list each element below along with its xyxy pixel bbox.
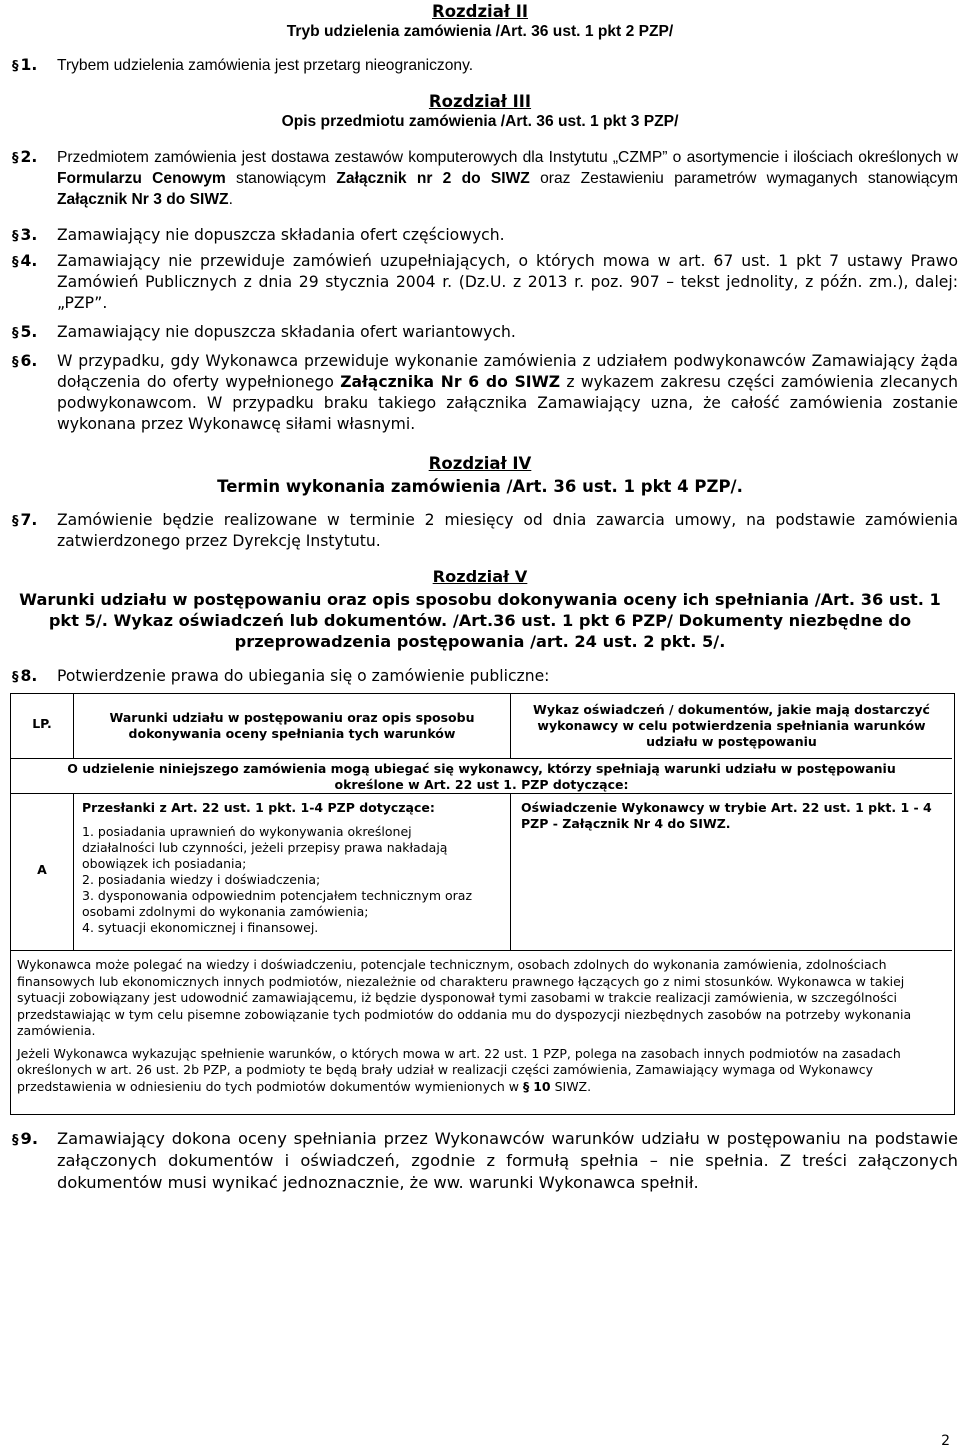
table-header-documents: Wykaz oświadczeń / dokumentów, jakie mają dostarczyć wykonawcy w celu potwierdzenia spełniania warunków udziału w postępowaniu — [510, 694, 952, 758]
table-header-lp: LP. — [32, 716, 52, 731]
chapter-5-header — [8, 566, 952, 652]
paragraph-text: Zamawiający nie dopuszcza składania ofert częściowych. — [57, 226, 505, 244]
row-a-label: A — [11, 793, 73, 950]
paragraph-text: Zamawiający dokona oceny spełniania przez Wykonawców warunków udziału w postępowaniu na podstawie załączonych dokumentów i oświadczeń, zgodnie z formułą spełnia – nie spełnia. Z treści załączonych dokumentów musi wynikać jednoznacznie, że ww. warunki Wykonawca spełnił. — [57, 1129, 958, 1192]
chapter-2-header — [0, 2, 960, 42]
note-paragraph: Wykonawca może polegać na wiedzy i doświadczeniu, potencjale technicznym, osobach zdolnych do wykonania zamówienia, zdolnościach finansowych lub ekonomicznych innych podmiotów, niezależnie od charakteru prawnego łączących go z nimi stosunków. Wykonawca w takiej sytuacji zobowiązany jest udowodnić zamawiającemu, iż będzie dysponował tymi zasobami w trakcie realizacji zamówienia, w szczególności przedstawiając w tym celu pisemne zobowiązanie tych podmiotów do oddania mu do dyspozycji niezbędnych zasobów na potrzeby wykonania zamówienia. — [17, 957, 912, 1038]
table-header-conditions: Warunki udziału w postępowaniu oraz opis sposobu dokonywania oceny spełniania tych warunków — [73, 694, 510, 758]
paragraph-6: § 6. W przypadku, gdy Wykonawca przewiduje wykonanie zamówienia z udziałem podwykonawców Zamawiający żąda dołączenia do oferty wypełnionego Załącznika Nr 6 do SIWZ z wykazem zakresu części zamówienia zlecanych podwykonawcom. W przypadku braku takiego załącznika Zamawiający uzna, że całość zamówienia zostanie wykonana przez Wykonawcę siłami własnymi. — [12, 352, 958, 433]
chapter-4-header — [0, 454, 960, 497]
row-a-documents: Oświadczenie Wykonawcy w trybie Art. 22 ust. 1 pkt. 1 - 4 PZP - Załącznik Nr 4 do SIWZ. — [510, 793, 952, 950]
chapter-title: Rozdział IV — [428, 454, 532, 473]
row-a-list-item: 1. posiadania uprawnień do wykonywania określonej działalności lub czynności, jeżeli przepisy prawa nakładają obowiązek ich posiadania; — [82, 824, 448, 871]
paragraph-text: Trybem udzielenia zamówienia jest przetarg nieograniczony. — [57, 57, 474, 74]
paragraph-8: § 8. Potwierdzenie prawa do ubiegania się o zamówienie publiczne: — [12, 666, 958, 687]
paragraph-2: § 2. Przedmiotem zamówienia jest dostawa zestawów komputerowych dla Instytutu „CZMP” o asortymencie i ilościach określonych w Formularzu Cenowym stanowiącym Załącznik nr 2 do SIWZ oraz Zestawieniu parametrów wymaganych stanowiącym Załącznik Nr 3 do SIWZ. — [12, 148, 959, 208]
note-paragraph: Jeżeli Wykonawca wykazując spełnienie warunków, o których mowa w art. 22 ust. 1 PZP, polega na zasobach innych podmiotów na zasadach określonych w art. 26 ust. 2b PZP, a podmioty te będą brały udział w realizacji części zamówienia, Zamawiający wymaga od Wykonawcy przedstawienia w odniesieniu do tych podmiotów dokumentów wymienionych w § 10 SIWZ. — [17, 1045, 901, 1094]
chapter-title: Rozdział II — [432, 2, 528, 21]
conditions-table — [10, 693, 955, 1115]
chapter-subtitle: Warunki udziału w postępowaniu oraz opis sposobu dokonywania oceny ich spełniania /Art. 36 ust. 1 pkt 5/. Wykaz oświadczeń lub dokumentów. /Art.36 ust. 1 pkt 6 PZP/ Dokumenty niezbędne do przeprowadzenia postępowania /art. 24 ust. 2 pkt. 5/. — [19, 590, 941, 651]
chapter-title: Rozdział III — [428, 92, 532, 111]
chapter-subtitle: Opis przedmiotu zamówienia /Art. 36 ust. 1 pkt 3 PZP/ — [281, 113, 679, 130]
row-a-conditions — [73, 793, 510, 950]
page-number: 2 — [941, 1433, 950, 1449]
table-span-row: O udzielenie niniejszego zamówienia mogą ubiegać się wykonawcy, którzy spełniają warunki udziału w postępowaniu określone w Art. 22 ust 1. PZP dotyczące: — [11, 758, 952, 793]
paragraph-3: § 3. Zamawiający nie dopuszcza składania ofert częściowych. — [12, 225, 958, 246]
paragraph-5: § 5. Zamawiający nie dopuszcza składania ofert wariantowych. — [12, 322, 958, 343]
row-a-list-item: 4. sytuacji ekonomicznej i finansowej. — [82, 920, 319, 935]
table-notes — [11, 950, 952, 1112]
paragraph-1: § 1. Trybem udzielenia zamówienia jest przetarg nieograniczony. — [12, 55, 958, 76]
paragraph-7: § 7. Zamówienie będzie realizowane w terminie 2 miesięcy od dnia zawarcia umowy, na podstawie zamówienia zatwierdzonego przez Dyrekcję Instytutu. — [12, 511, 958, 550]
paragraph-text: W przypadku, gdy Wykonawca przewiduje wykonanie zamówienia z udziałem podwykonawców Zamawiający żąda dołączenia do oferty wypełnionego Załącznika Nr 6 do SIWZ z wykazem zakresu części zamówienia zlecanych podwykonawcom. W przypadku braku takiego załącznika Zamawiający uzna, że całość zamówienia zostanie wykonana przez Wykonawcę siłami własnymi. — [57, 352, 958, 433]
paragraph-text: Potwierdzenie prawa do ubiegania się o zamówienie publiczne: — [57, 667, 550, 685]
paragraph-4: § 4. Zamawiający nie przewiduje zamówień uzupełniających, o których mowa w art. 67 ust. 1 pkt 7 ustawy Prawo Zamówień Publicznych z dnia 29 stycznia 2004 r. (Dz.U. z 2013 r. poz. 907 – tekst jednolity, z późn. zm.), dalej: „PZP”. — [12, 252, 958, 312]
chapter-3-header — [0, 92, 960, 132]
row-a-list-item: 2. posiadania wiedzy i doświadczenia; — [82, 872, 321, 887]
row-a-list-item: 3. dysponowania odpowiednim potencjałem technicznym oraz osobami zdolnymi do wykonania zamówienia; — [82, 888, 473, 919]
paragraph-text: Zamówienie będzie realizowane w terminie 2 miesięcy od dnia zawarcia umowy, na podstawie zamówienia zatwierdzonego przez Dyrekcję Instytutu. — [57, 511, 958, 550]
paragraph-9: § 9. Zamawiający dokona oceny spełniania przez Wykonawców warunków udziału w postępowaniu na podstawie załączonych dokumentów i oświadczeń, zgodnie z formułą spełnia – nie spełnia. Z treści załączonych dokumentów musi wynikać jednoznacznie, że ww. warunki Wykonawca spełnił. — [12, 1129, 958, 1192]
chapter-subtitle: Termin wykonania zamówienia /Art. 36 ust. 1 pkt 4 PZP/. — [217, 477, 743, 496]
paragraph-text: Zamawiający nie przewiduje zamówień uzupełniających, o których mowa w art. 67 ust. 1 pkt 7 ustawy Prawo Zamówień Publicznych z dnia 29 stycznia 2004 r. (Dz.U. z 2013 r. poz. 907 – tekst jednolity, z późn. zm.), dalej: „PZP”. — [57, 252, 958, 312]
chapter-subtitle: Tryb udzielenia zamówienia /Art. 36 ust. 1 pkt 2 PZP/ — [286, 23, 674, 40]
paragraph-text: Zamawiający nie dopuszcza składania ofert wariantowych. — [57, 323, 516, 341]
row-a-heading: Przesłanki z Art. 22 ust. 1 pkt. 1-4 PZP dotyczące: — [82, 800, 435, 815]
chapter-title: Rozdział V — [432, 567, 528, 586]
paragraph-text: Przedmiotem zamówienia jest dostawa zestawów komputerowych dla Instytutu „CZMP” o asortymencie i ilościach określonych w Formularzu Cenowym stanowiącym Załącznik nr 2 do SIWZ oraz Zestawieniu parametrów wymaganych stanowiącym Załącznik Nr 3 do SIWZ. — [57, 149, 959, 208]
